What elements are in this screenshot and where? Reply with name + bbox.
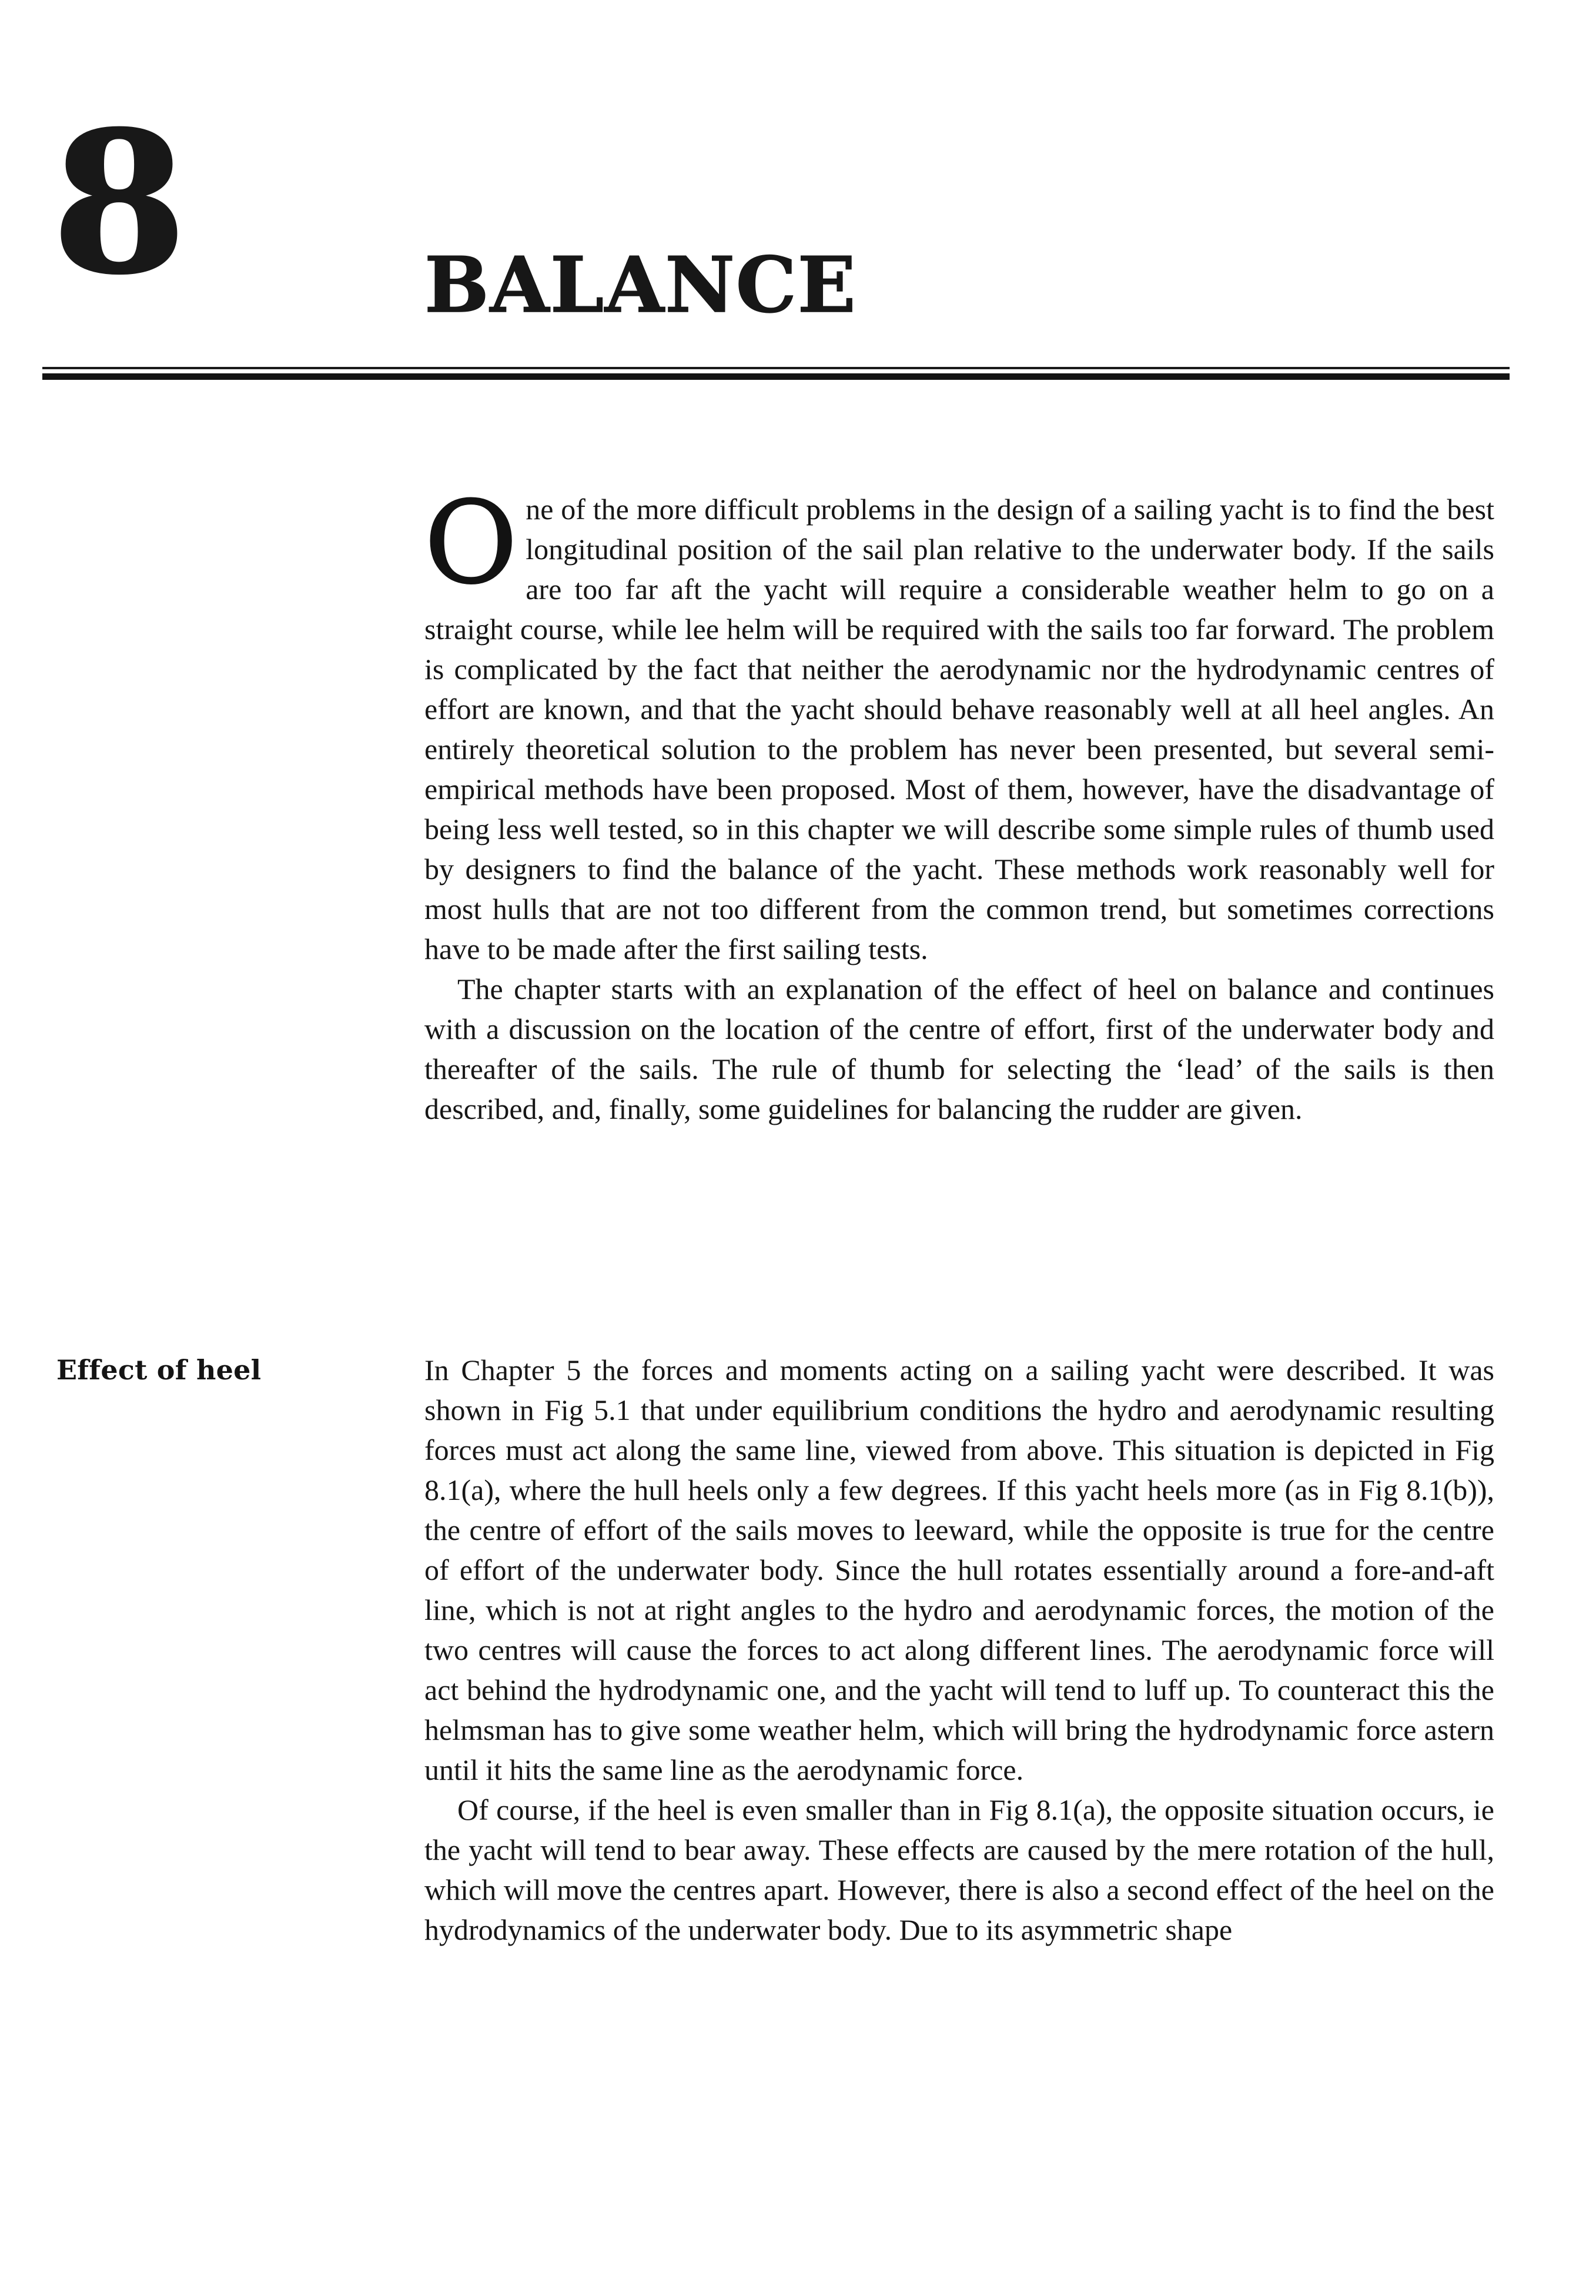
intro-text-column <box>424 477 1494 1129</box>
drop-cap-letter: O <box>424 477 518 609</box>
chapter-title: BALANCE <box>424 240 857 330</box>
chapter-number: 8 <box>52 89 183 317</box>
intro-paragraph-1 <box>424 477 1494 969</box>
effect-of-heel-paragraph-1: In Chapter 5 the forces and moments acting on a sailing yacht were described. It was shown in Fig 5.1 that under equilibrium conditions the hydro and aerodynamic resulting forces must act along the same line, viewed from above. This situation is depicted in Fig 8.1(a), where the hull heels only a few degrees. If this yacht heels more (as in Fig 8.1(b)), the centre of effort of the sails moves to leeward, while the opposite is true for the centre of effort of the underwater body. Since the hull rotates essentially around a fore-and-aft line, which is not at right angles to the hydro and aerodynamic forces, the motion of the two centres will cause the forces to act along different lines. The aerodynamic force will act behind the hydrodynamic one, and the yacht will tend to luff up. To counteract this the helmsman has to give some weather helm, which will bring the hydrodynamic force astern until it hits the same line as the aerodynamic force. <box>424 1353 1494 1786</box>
intro-paragraph-2: The chapter starts with an explanation of the effect of heel on balance and continues with a discussion on the location of the centre of effort, first of the underwater body and thereafter of the sails. The rule of thumb for selecting the ‘lead’ of the sails is then described, and, finally, some guidelines for balancing the rudder are given. <box>424 972 1494 1125</box>
effect-of-heel-text-column <box>424 1350 1494 1950</box>
margin-heading-effect-of-heel: Effect of heel <box>56 1354 262 1386</box>
intro-paragraph-1-text: ne of the more difficult problems in the design of a sailing yacht is to find the best longitudinal position of the sail plan relative to the underwater body. If the sails are too far aft the yacht will require a considerable weather helm to go on a straight course, while lee helm will be required with the sails too far forward. The problem is complicated by the fact that neither the aerodynamic nor the hydrodynamic centres of effort are known, and that the yacht should behave reasonably well at all heel angles. An entirely theoretical solution to the problem has never been presented, but several semi-empirical methods have been proposed. Most of them, however, have the disadvantage of being less well tested, so in this chapter we will describe some simple rules of thumb used by designers to find the balance of the yacht. These methods work reasonably well for most hulls that are not too different from the common trend, but sometimes corrections have to be made after the first sailing tests. <box>424 493 1494 965</box>
effect-of-heel-paragraph-2: Of course, if the heel is even smaller than in Fig 8.1(a), the opposite situation occurs, ie the yacht will tend to bear away. These effects are caused by the mere rotation of the hull, which will move the centres apart. However, there is also a second effect of the heel on the hydrodynamics of the underwater body. Due to its asymmetric shape <box>424 1793 1494 1946</box>
